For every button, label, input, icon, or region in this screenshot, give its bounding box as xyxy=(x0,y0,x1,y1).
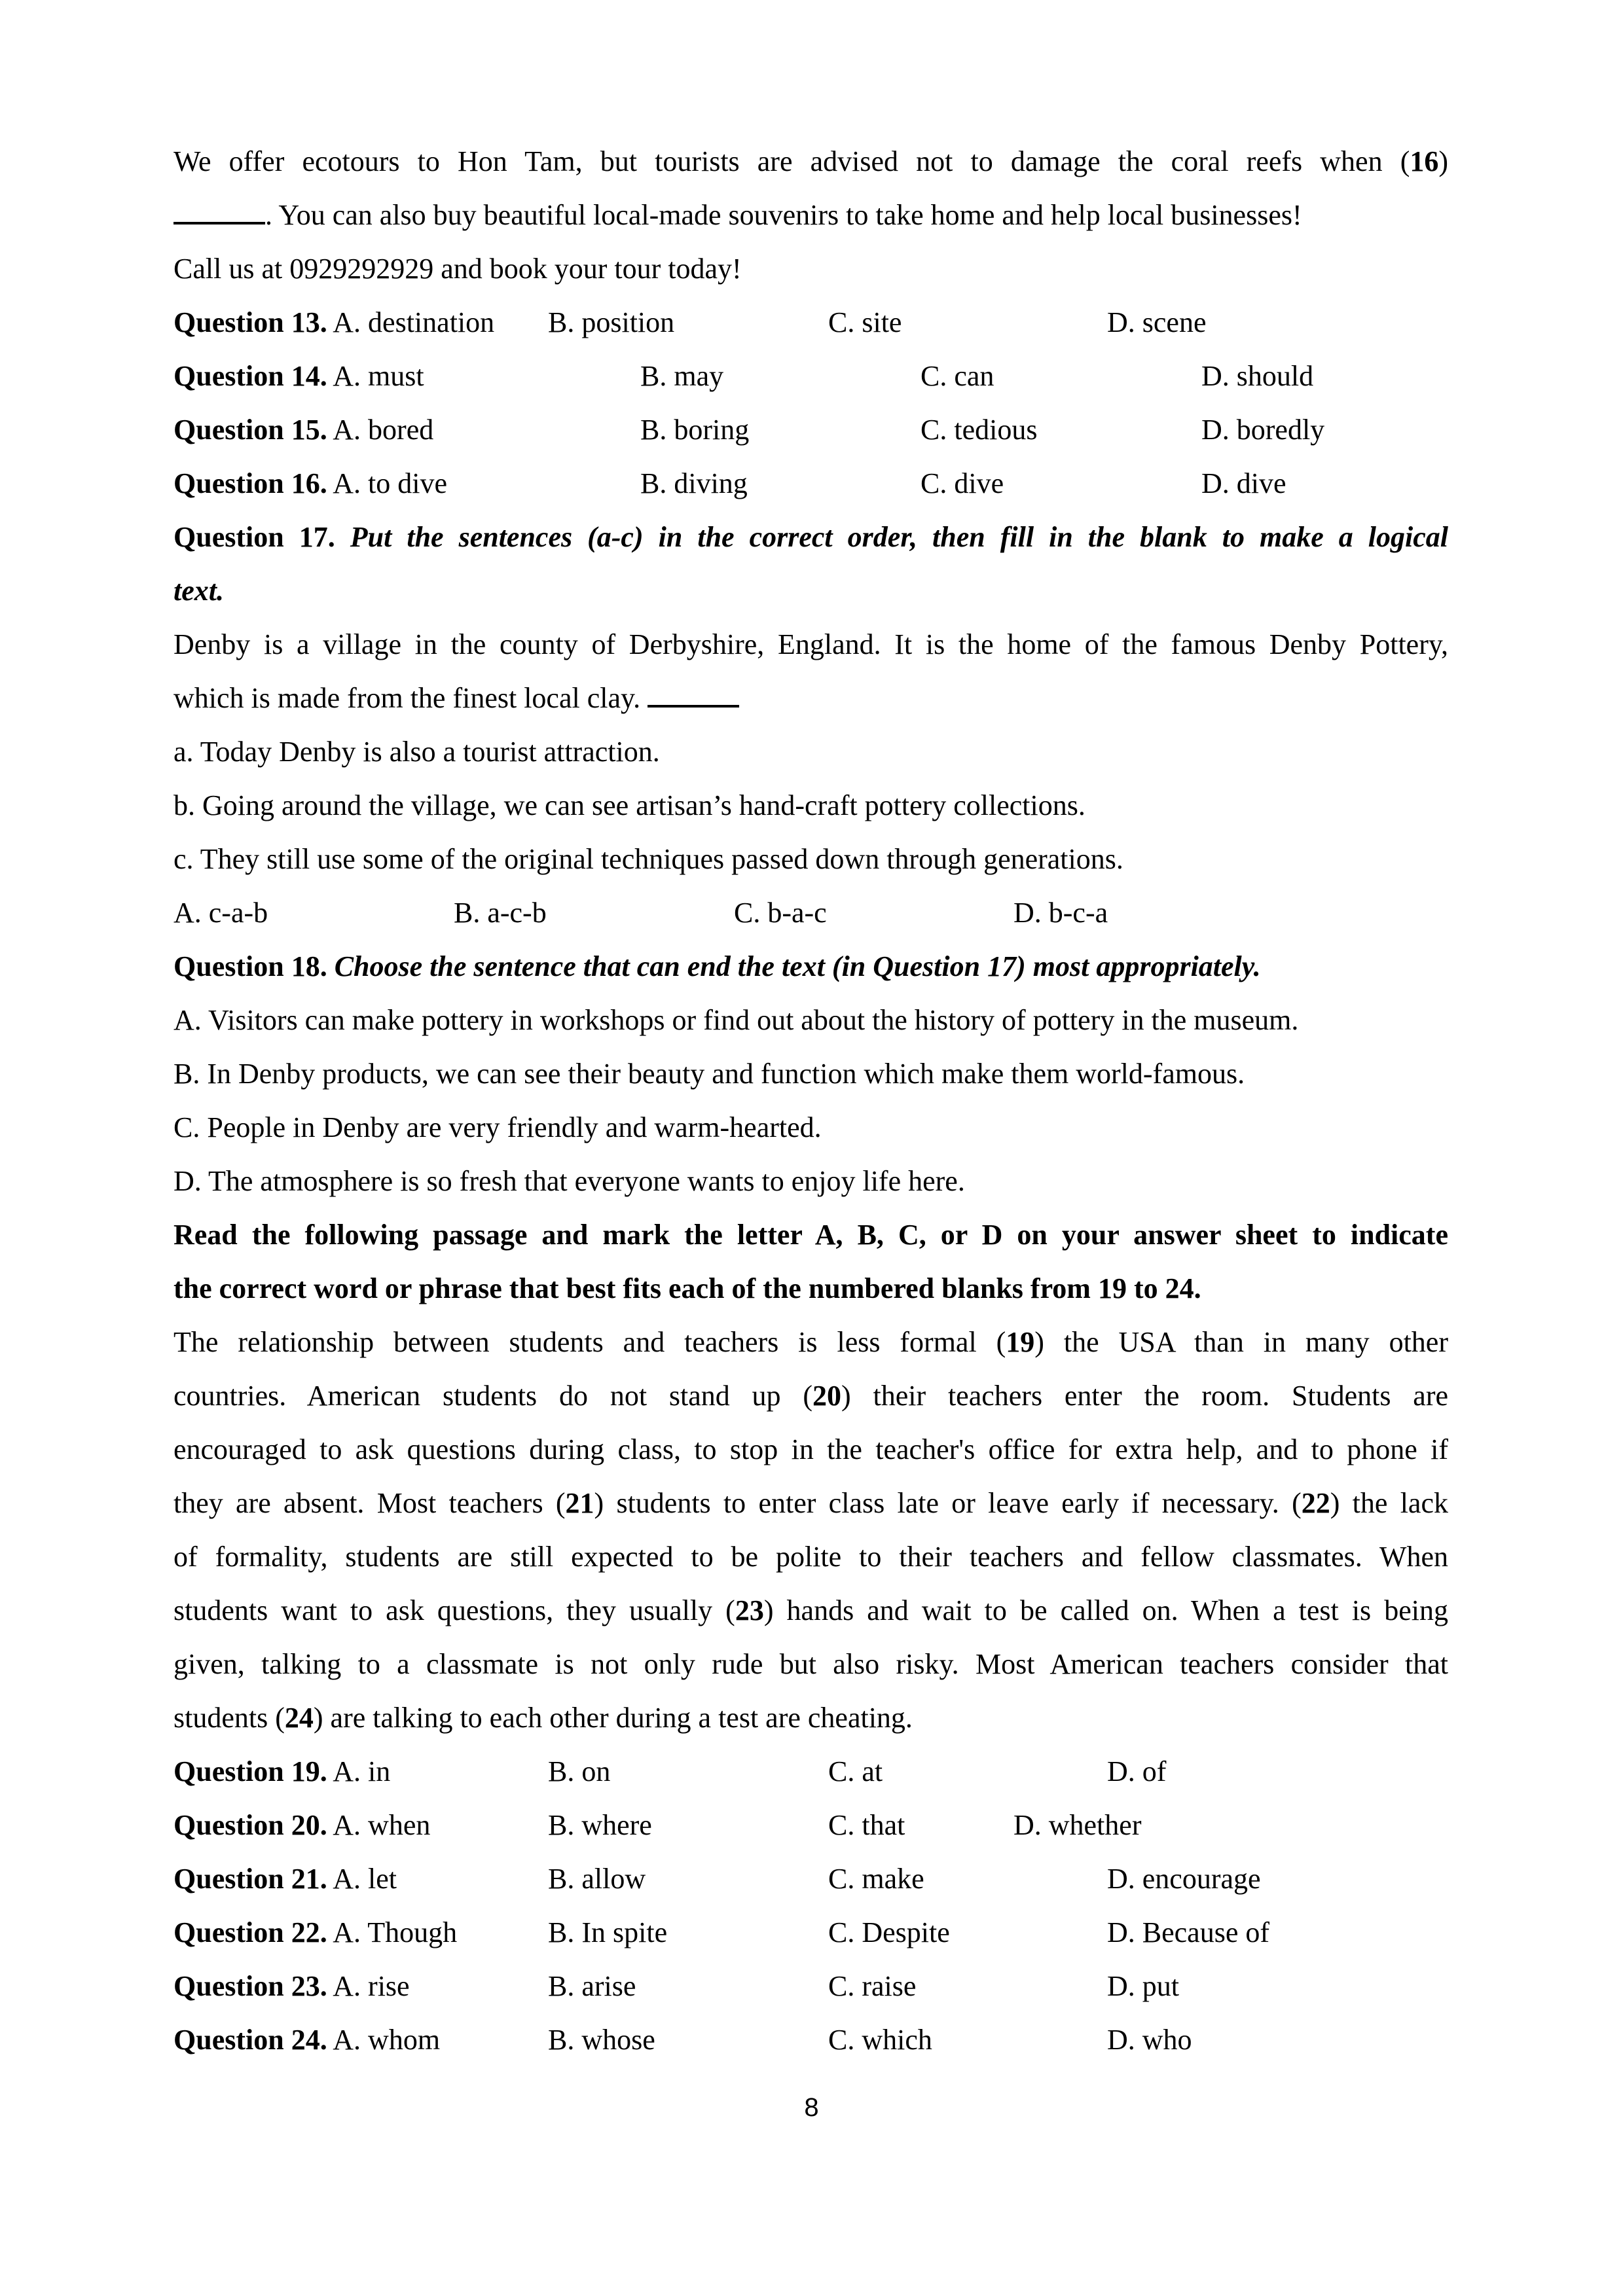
instruction-text: text. xyxy=(173,575,224,607)
option-d[interactable]: D. The atmosphere is so fresh that everyone wants to enjoy life here. xyxy=(173,1165,965,1197)
intro-line-1 xyxy=(173,135,1448,188)
question-23 xyxy=(173,1960,1448,2013)
question-18-option-b[interactable] xyxy=(173,1047,1448,1101)
option-b[interactable]: B. may xyxy=(640,360,724,392)
option-c[interactable]: C. which xyxy=(828,2024,932,2056)
instruction-text: the correct word or phrase that best fits each of the numbered blanks from 19 to 24. xyxy=(173,1272,1201,1304)
passage-line-4 xyxy=(173,1477,1448,1530)
option-d[interactable]: D. b-c-a xyxy=(1013,897,1108,929)
blank-number-24: 24 xyxy=(284,1702,314,1734)
question-17-text-1 xyxy=(173,618,1448,672)
question-13 xyxy=(173,296,1448,350)
option-a[interactable]: A. when xyxy=(333,1809,431,1841)
passage-text: ) their teachers enter the room. Students are xyxy=(841,1380,1449,1412)
question-19 xyxy=(173,1745,1448,1799)
intro-line-3 xyxy=(173,242,1448,296)
question-label: Question 16. xyxy=(173,467,327,499)
passage-text: which is made from the finest local clay. xyxy=(173,682,641,714)
passage-text: students ( xyxy=(173,1702,285,1734)
option-b[interactable]: B. diving xyxy=(640,467,748,499)
option-a[interactable]: A. let xyxy=(333,1863,397,1895)
option-d[interactable]: D. put xyxy=(1107,1970,1179,2002)
option-a[interactable]: A. bored xyxy=(333,414,434,446)
option-c[interactable]: C. site xyxy=(828,306,902,338)
option-b[interactable]: B. arise xyxy=(548,1970,636,2002)
passage-line-2 xyxy=(173,1369,1448,1423)
question-label: Question 19. xyxy=(173,1755,327,1787)
option-a[interactable]: A. Though xyxy=(333,1916,458,1948)
question-22 xyxy=(173,1906,1448,1960)
option-a[interactable]: A. whom xyxy=(333,2024,441,2056)
blank-number-20: 20 xyxy=(812,1380,842,1412)
passage-text: ) are talking to each other during a test are cheating. xyxy=(313,1702,913,1734)
answer-blank-17 xyxy=(647,679,739,708)
question-14 xyxy=(173,350,1448,403)
option-c[interactable]: C. People in Denby are very friendly and warm-hearted. xyxy=(173,1111,822,1143)
intro-text: Call us at 0929292929 and book your tour today! xyxy=(173,253,742,285)
option-d[interactable]: D. who xyxy=(1107,2024,1192,2056)
option-a[interactable]: A. rise xyxy=(333,1970,410,2002)
question-label: Question 13. xyxy=(173,306,327,338)
option-b[interactable]: B. where xyxy=(548,1809,652,1841)
intro-text: . You can also buy beautiful local-made souvenirs to take home and help local businesses! xyxy=(265,199,1302,231)
passage-text: ) hands and wait to be called on. When a test is being xyxy=(763,1594,1448,1626)
passage-line-3 xyxy=(173,1423,1448,1477)
passage-text: Denby is a village in the county of Derbyshire, England. It is the home of the famous Denby Pottery, xyxy=(173,628,1448,660)
option-d[interactable]: D. should xyxy=(1201,360,1314,392)
option-d[interactable]: D. whether xyxy=(1013,1809,1142,1841)
option-c[interactable]: C. dive xyxy=(921,467,1004,499)
option-d[interactable]: D. dive xyxy=(1201,467,1286,499)
question-label: Question 24. xyxy=(173,2024,327,2056)
option-b[interactable]: B. a-c-b xyxy=(454,897,547,929)
question-15 xyxy=(173,403,1448,457)
sentence-text: c. They still use some of the original techniques passed down through generations. xyxy=(173,843,1123,875)
question-label: Question 18. xyxy=(173,950,327,982)
question-label: Question 21. xyxy=(173,1863,327,1895)
passage-line-8 xyxy=(173,1691,1448,1745)
passage-line-6 xyxy=(173,1584,1448,1638)
question-17-text-2 xyxy=(173,672,1448,725)
question-label: Question 22. xyxy=(173,1916,327,1948)
option-c[interactable]: C. b-a-c xyxy=(734,897,827,929)
option-a[interactable]: A. to dive xyxy=(333,467,448,499)
option-c[interactable]: C. make xyxy=(828,1863,924,1895)
option-b[interactable]: B. whose xyxy=(548,2024,655,2056)
instruction-text: Choose the sentence that can end the text (in Question 17) most appropriately. xyxy=(334,950,1261,982)
question-17-instruction-cont xyxy=(173,564,1448,618)
passage-text: of formality, students are still expected to be polite to their teachers and fellow classmates. When xyxy=(173,1541,1448,1573)
option-b[interactable]: B. boring xyxy=(640,414,750,446)
reading-instruction-2 xyxy=(173,1262,1448,1316)
option-d[interactable]: D. encourage xyxy=(1107,1863,1261,1895)
question-20 xyxy=(173,1799,1448,1852)
passage-text: countries. American students do not stand up ( xyxy=(173,1380,813,1412)
reading-instruction-1 xyxy=(173,1208,1448,1262)
question-18-option-c[interactable] xyxy=(173,1101,1448,1155)
sentence-c xyxy=(173,833,1448,886)
question-17-options xyxy=(173,886,1448,940)
option-b[interactable]: B. on xyxy=(548,1755,611,1787)
option-a[interactable]: A. c-a-b xyxy=(173,897,268,929)
option-a[interactable]: A. Visitors can make pottery in workshops or find out about the history of pottery in the museum. xyxy=(173,1004,1299,1036)
question-18-instruction xyxy=(173,940,1448,994)
passage-text: given, talking to a classmate is not only rude but also risky. Most American teachers consider that xyxy=(173,1648,1448,1680)
passage-text: The relationship between students and teachers is less formal ( xyxy=(173,1326,1006,1358)
sentence-a xyxy=(173,725,1448,779)
passage-line-1 xyxy=(173,1316,1448,1369)
question-24 xyxy=(173,2013,1448,2067)
question-label: Question 20. xyxy=(173,1809,327,1841)
passage-text: ) students to enter class late or leave early if necessary. ( xyxy=(594,1487,1302,1519)
sentence-b xyxy=(173,779,1448,833)
option-d[interactable]: D. boredly xyxy=(1201,414,1325,446)
question-18-option-a[interactable] xyxy=(173,994,1448,1047)
sentence-text: a. Today Denby is also a tourist attraction. xyxy=(173,736,660,768)
page-number: 8 xyxy=(804,2093,819,2122)
question-21 xyxy=(173,1852,1448,1906)
option-d[interactable]: D. scene xyxy=(1107,306,1207,338)
question-17-instruction xyxy=(173,511,1448,564)
option-b[interactable]: B. allow xyxy=(548,1863,646,1895)
sentence-text: b. Going around the village, we can see artisan’s hand-craft pottery collections. xyxy=(173,789,1085,821)
option-a[interactable]: A. destination xyxy=(333,306,495,338)
option-b[interactable]: B. In spite xyxy=(548,1916,668,1948)
answer-blank-16 xyxy=(173,196,265,224)
option-d[interactable]: D. of xyxy=(1107,1755,1167,1787)
passage-line-7 xyxy=(173,1638,1448,1691)
question-label: Question 15. xyxy=(173,414,327,446)
blank-number-19: 19 xyxy=(1006,1326,1035,1358)
question-label: Question 23. xyxy=(173,1970,327,2002)
passage-text: encouraged to ask questions during class, to stop in the teacher's office for extra help, and to phone if xyxy=(173,1433,1448,1465)
instruction-text: Read the following passage and mark the letter A, B, C, or D on your answer sheet to indicate xyxy=(173,1219,1448,1251)
option-c[interactable]: C. can xyxy=(921,360,994,392)
intro-line-2 xyxy=(173,188,1448,242)
passage-line-5 xyxy=(173,1530,1448,1584)
passage-text: ) the lack xyxy=(1330,1487,1448,1519)
option-a[interactable]: A. in xyxy=(333,1755,391,1787)
blank-number-23: 23 xyxy=(735,1594,764,1626)
question-18-option-d[interactable] xyxy=(173,1155,1448,1208)
option-d[interactable]: D. Because of xyxy=(1107,1916,1270,1948)
blank-number-16: 16 xyxy=(1410,145,1439,177)
question-label: Question 14. xyxy=(173,360,327,392)
option-c[interactable]: C. tedious xyxy=(921,414,1038,446)
instruction-text: Put the sentences (a-c) in the correct order, then fill in the blank to make a logical xyxy=(350,521,1448,553)
option-c[interactable]: C. at xyxy=(828,1755,883,1787)
intro-text: We offer ecotours to Hon Tam, but tourists are advised not to damage the coral reefs when ( xyxy=(173,145,1410,177)
blank-number-21: 21 xyxy=(565,1487,594,1519)
option-c[interactable]: C. raise xyxy=(828,1970,917,2002)
option-b[interactable]: B. position xyxy=(548,306,675,338)
question-label: Question 17. xyxy=(173,521,335,553)
blank-number-22: 22 xyxy=(1301,1487,1330,1519)
passage-text: students want to ask questions, they usually ( xyxy=(173,1594,735,1626)
passage-text: they are absent. Most teachers ( xyxy=(173,1487,566,1519)
question-16 xyxy=(173,457,1448,511)
option-b[interactable]: B. In Denby products, we can see their beauty and function which make them world-famous. xyxy=(173,1058,1245,1090)
option-c[interactable]: C. that xyxy=(828,1809,905,1841)
option-a[interactable]: A. must xyxy=(333,360,424,392)
paren-close: ) xyxy=(1438,145,1448,177)
option-c[interactable]: C. Despite xyxy=(828,1916,950,1948)
passage-text: ) the USA than in many other xyxy=(1034,1326,1448,1358)
